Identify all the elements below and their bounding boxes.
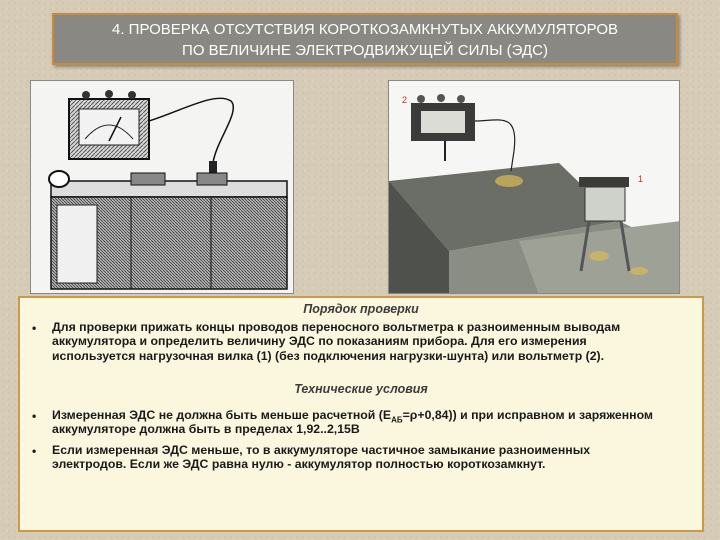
callout-1: 1 (638, 174, 644, 184)
title-line-2: ПО ВЕЛИЧИНЕ ЭЛЕКТРОДВИЖУЩЕЙ СИЛЫ (ЭДС) (182, 42, 548, 59)
condition-1-sub: АБ (391, 415, 403, 425)
title-line-1: 4. ПРОВЕРКА ОТСУТСТВИЯ КОРОТКОЗАМКНУТЫХ АККУМУЛЯТОРОВ (111, 21, 618, 38)
slide-title (52, 13, 678, 65)
load-fork-voltmeter-photo (388, 80, 680, 294)
condition-text-1 (52, 408, 666, 437)
condition-text-2: Если измеренная ЭДС меньше, то в аккумуляторе частичное замыкание разноименных электродов. Если же ЭДС равна нулю - аккумулятор полностью короткозамкнут. (52, 443, 591, 472)
voltmeter-battery-drawing (31, 81, 294, 294)
procedure-heading: Порядок проверки (303, 302, 419, 316)
technical-conditions-heading: Технические условия (294, 382, 428, 396)
condition-1-pre: Измеренная ЭДС не должна быть меньше расчетной (E (52, 408, 392, 422)
condition-bullet-2 (32, 443, 666, 472)
callout-2: 2 (402, 95, 408, 105)
voltmeter-battery-illustration (30, 80, 294, 294)
condition-1-post: =ρ+0,84)) и при исправном и заряженном аккумуляторе должна быть в пределах 1,92..2,15В (52, 408, 654, 437)
bullet-icon: • (32, 409, 37, 423)
procedure-bullet (32, 320, 666, 363)
condition-bullet-1 (32, 408, 666, 437)
instructions-panel (18, 296, 704, 532)
battery-photo-drawing (389, 81, 680, 294)
bullet-icon: • (32, 444, 37, 458)
bullet-icon: • (32, 321, 37, 335)
procedure-text: Для проверки прижать концы проводов переносного вольтметра к разноименным выводам аккумулятора и определить величину ЭДС по показаниям прибора. Для его измерения используется нагрузочная вилка (1) (без подключения нагрузки-шунта) или вольтметр (2). (52, 320, 621, 363)
